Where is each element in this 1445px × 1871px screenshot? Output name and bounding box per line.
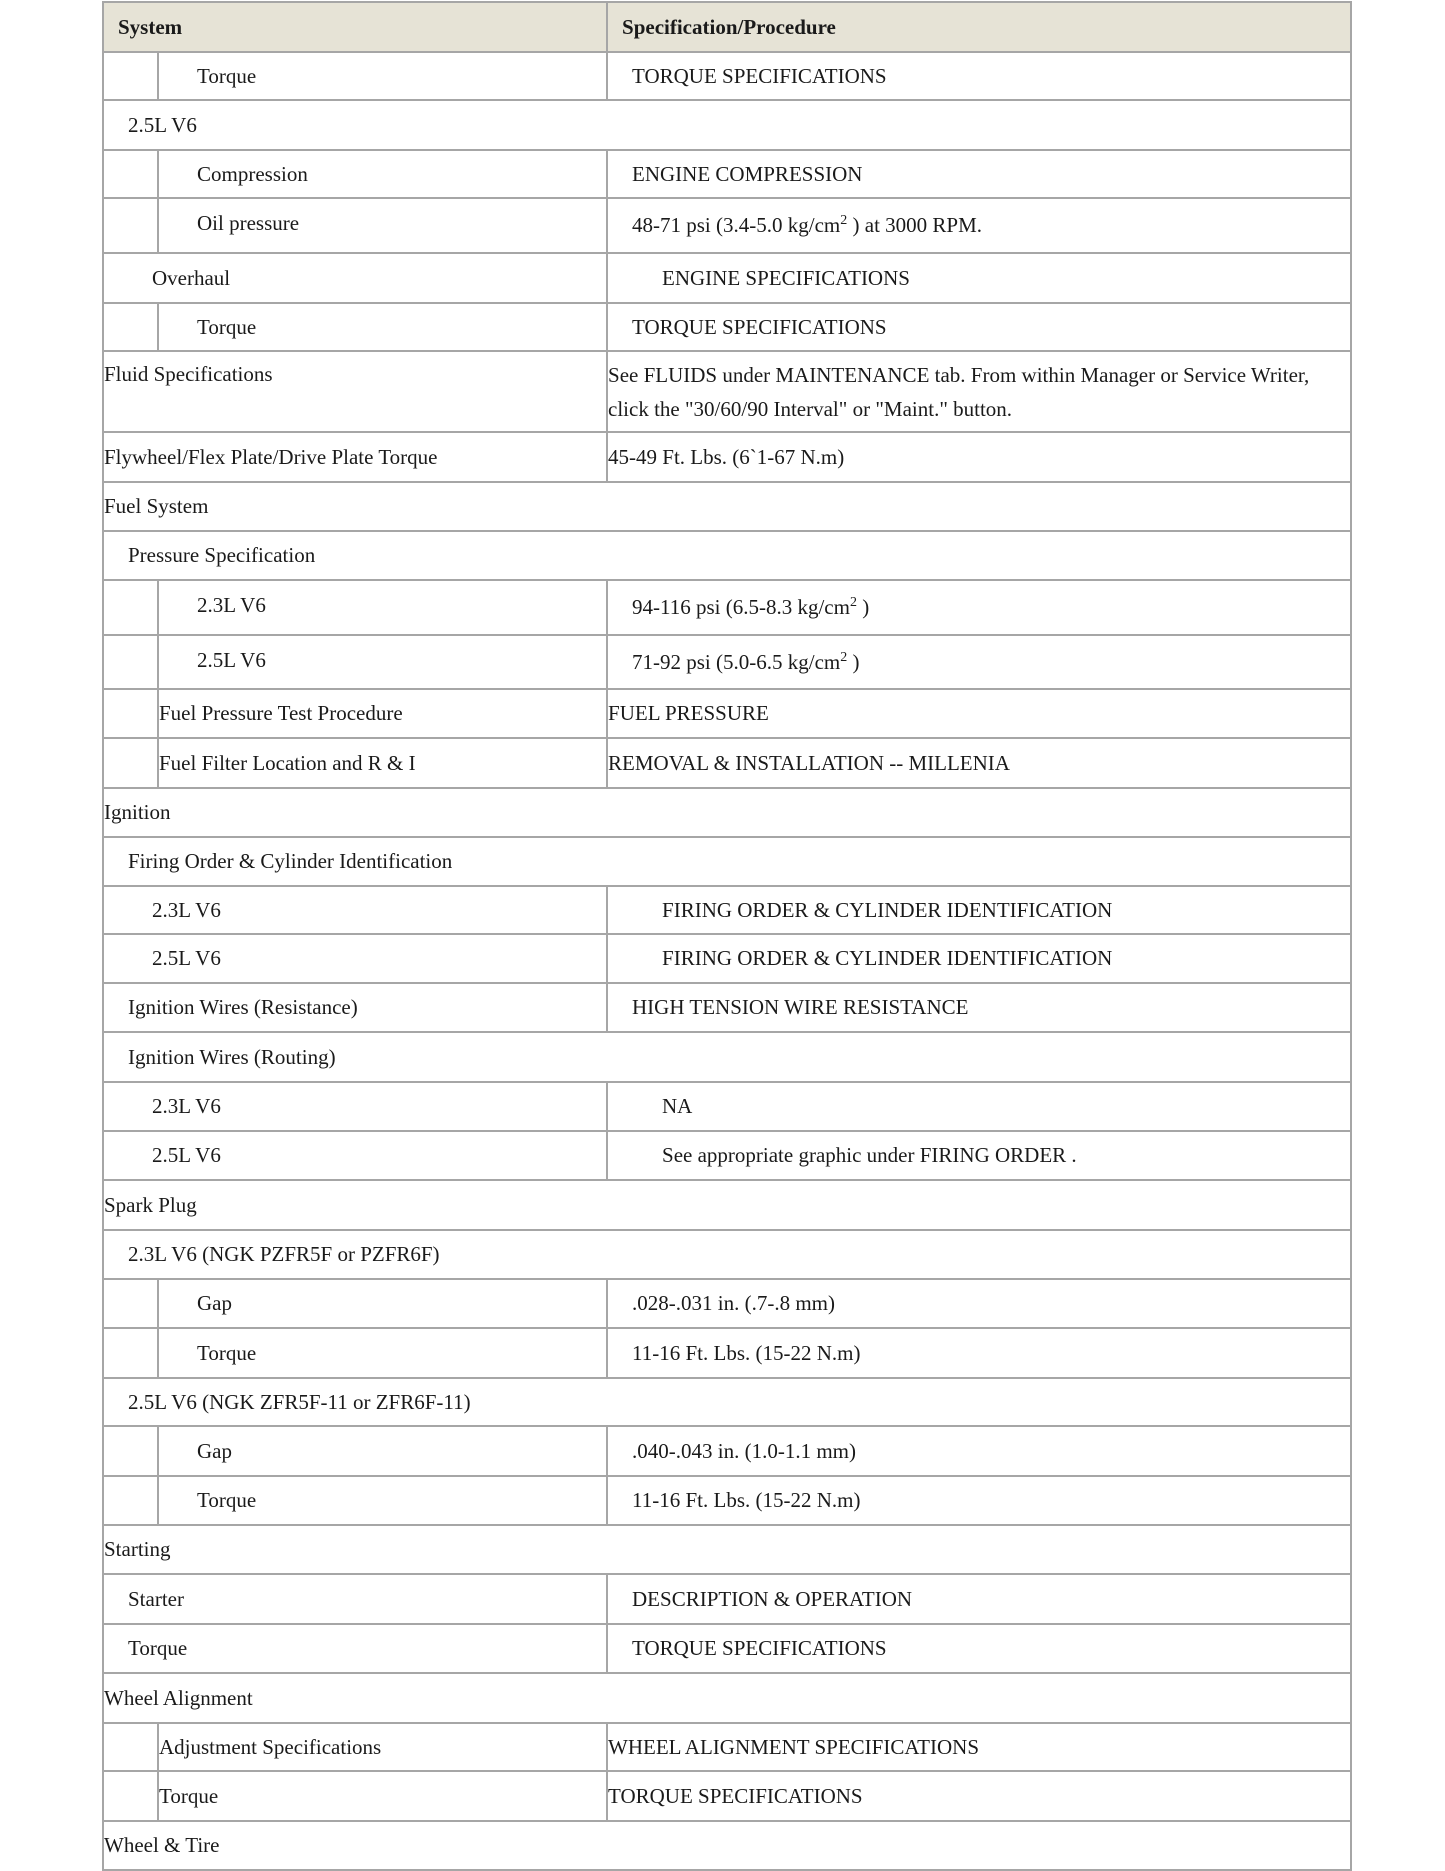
indent-cell bbox=[103, 303, 158, 351]
spec-cell bbox=[607, 635, 1351, 689]
table-row bbox=[103, 482, 1351, 531]
spec-value: 11-16 Ft. Lbs. (15-22 N.m) bbox=[632, 1340, 861, 1365]
spec-value: 11-16 Ft. Lbs. (15-22 N.m) bbox=[632, 1488, 861, 1512]
system-cell bbox=[158, 738, 607, 788]
system-cell bbox=[158, 303, 607, 351]
section-label: Ignition bbox=[104, 800, 171, 824]
table-row bbox=[103, 1032, 1351, 1082]
table-row bbox=[103, 983, 1351, 1032]
table-row bbox=[103, 689, 1351, 738]
table-row bbox=[103, 432, 1351, 482]
system-label: Torque bbox=[197, 63, 257, 88]
system-cell bbox=[103, 1082, 607, 1131]
spec-link[interactable]: FIRING ORDER & CYLINDER IDENTIFICATION bbox=[662, 946, 1113, 970]
spec-value: .040-.043 in. (1.0-1.1 mm) bbox=[632, 1438, 856, 1463]
table-row bbox=[103, 1378, 1351, 1426]
system-cell bbox=[103, 351, 607, 432]
system-cell bbox=[158, 689, 607, 738]
spec-cell bbox=[607, 1624, 1351, 1673]
spec-link[interactable]: FUEL PRESSURE bbox=[608, 701, 769, 725]
table-row bbox=[103, 52, 1351, 100]
section-cell bbox=[103, 1525, 1351, 1574]
indent-cell bbox=[103, 635, 158, 689]
table-row bbox=[103, 1574, 1351, 1624]
table-row bbox=[103, 253, 1351, 303]
table-row bbox=[103, 303, 1351, 351]
spec-cell bbox=[607, 1279, 1351, 1328]
system-cell bbox=[158, 635, 607, 689]
spec-value: 71-92 psi (5.0-6.5 kg/cm bbox=[632, 649, 841, 674]
spec-cell bbox=[607, 150, 1351, 198]
system-cell bbox=[103, 1574, 607, 1624]
system-cell bbox=[103, 886, 607, 934]
section-cell bbox=[103, 788, 1351, 837]
table-row bbox=[103, 837, 1351, 886]
superscript: 2 bbox=[840, 649, 848, 665]
indent-cell bbox=[103, 52, 158, 100]
table-row bbox=[103, 1082, 1351, 1131]
spec-value: NA bbox=[662, 1094, 693, 1118]
spec-value: See FLUIDS under MAINTENANCE tab. From within Manager or Service Writer, click the "30/60/90 Interval" or "Maint." button. bbox=[608, 362, 1310, 421]
system-cell bbox=[103, 432, 607, 482]
system-cell bbox=[103, 934, 607, 983]
system-cell bbox=[158, 1476, 607, 1525]
table-row bbox=[103, 1723, 1351, 1771]
table-row bbox=[103, 1180, 1351, 1230]
section-cell bbox=[103, 100, 1351, 150]
table-row bbox=[103, 1230, 1351, 1279]
spec-cell bbox=[607, 1574, 1351, 1624]
spec-cell bbox=[607, 1082, 1351, 1131]
system-label: Fluid Specifications bbox=[104, 362, 273, 386]
table-row bbox=[103, 1328, 1351, 1378]
indent-cell bbox=[103, 738, 158, 788]
table-row bbox=[103, 635, 1351, 689]
superscript: 2 bbox=[849, 595, 857, 610]
spec-cell bbox=[607, 1328, 1351, 1378]
table-row bbox=[103, 1426, 1351, 1476]
system-cell bbox=[103, 1131, 607, 1180]
section-cell bbox=[103, 837, 1351, 886]
specification-table bbox=[102, 1, 1352, 1871]
table-row bbox=[103, 150, 1351, 198]
system-label: Fuel Pressure Test Procedure bbox=[159, 701, 403, 725]
indent-cell bbox=[103, 580, 158, 635]
spec-value-suffix: ) at 3000 RPM. bbox=[847, 213, 983, 237]
system-label: 2.5L V6 bbox=[152, 946, 221, 970]
section-cell bbox=[103, 531, 1351, 580]
table-row bbox=[103, 1476, 1351, 1525]
spec-cell bbox=[607, 1771, 1351, 1821]
table-row bbox=[103, 738, 1351, 788]
spec-cell bbox=[607, 689, 1351, 738]
indent-cell bbox=[103, 1279, 158, 1328]
system-label: Torque bbox=[159, 1783, 219, 1808]
spec-link[interactable]: TORQUE SPECIFICATIONS bbox=[632, 63, 887, 88]
table-row bbox=[103, 1279, 1351, 1328]
spec-link[interactable]: WHEEL ALIGNMENT SPECIFICATIONS bbox=[608, 1734, 980, 1759]
system-label: Torque bbox=[197, 314, 257, 339]
spec-cell bbox=[607, 198, 1351, 253]
indent-cell bbox=[103, 1476, 158, 1525]
system-label: 2.3L V6 bbox=[197, 593, 266, 617]
spec-value: See appropriate graphic under FIRING ORDER . bbox=[662, 1143, 1077, 1167]
system-cell bbox=[103, 983, 607, 1032]
section-label: Firing Order & Cylinder Identification bbox=[128, 849, 453, 873]
indent-cell bbox=[103, 198, 158, 253]
spec-cell bbox=[607, 738, 1351, 788]
table-row bbox=[103, 1673, 1351, 1723]
spec-cell bbox=[607, 1426, 1351, 1476]
system-label: Torque bbox=[128, 1636, 188, 1660]
table-header-row bbox=[103, 2, 1351, 52]
superscript: 2 bbox=[840, 213, 848, 228]
section-label: Spark Plug bbox=[104, 1192, 197, 1217]
indent-cell bbox=[103, 1328, 158, 1378]
spec-cell bbox=[607, 1476, 1351, 1525]
spec-link[interactable]: HIGH TENSION WIRE RESISTANCE bbox=[632, 995, 969, 1019]
spec-link[interactable]: ENGINE SPECIFICATIONS bbox=[662, 265, 910, 290]
spec-cell bbox=[607, 432, 1351, 482]
system-cell bbox=[158, 52, 607, 100]
spec-cell bbox=[607, 1131, 1351, 1180]
table-row bbox=[103, 100, 1351, 150]
spec-cell bbox=[607, 1723, 1351, 1771]
system-cell bbox=[103, 1624, 607, 1673]
system-label: Ignition Wires (Resistance) bbox=[128, 995, 358, 1019]
indent-cell bbox=[103, 150, 158, 198]
spec-link[interactable]: ENGINE COMPRESSION bbox=[632, 161, 863, 186]
system-label: 2.5L V6 bbox=[197, 648, 266, 672]
system-label: 2.3L V6 bbox=[152, 897, 221, 922]
system-label: Flywheel/Flex Plate/Drive Plate Torque bbox=[104, 444, 438, 469]
table-row bbox=[103, 886, 1351, 934]
table-row bbox=[103, 1131, 1351, 1180]
system-cell bbox=[158, 1771, 607, 1821]
spec-value-suffix: ) bbox=[856, 595, 870, 619]
spec-cell bbox=[607, 983, 1351, 1032]
spec-value: 94-116 psi (6.5-8.3 kg/cm bbox=[632, 595, 850, 619]
header-specification: Specification/Procedure bbox=[607, 2, 1351, 52]
system-label: Gap bbox=[197, 1438, 232, 1463]
section-cell bbox=[103, 1378, 1351, 1426]
system-cell bbox=[158, 580, 607, 635]
section-label: 2.5L V6 bbox=[128, 112, 197, 137]
system-label: 2.5L V6 bbox=[152, 1143, 221, 1167]
system-cell bbox=[158, 1723, 607, 1771]
section-label: 2.3L V6 (NGK PZFR5F or PZFR6F) bbox=[128, 1242, 440, 1266]
section-label: Ignition Wires (Routing) bbox=[128, 1044, 336, 1069]
system-label: Adjustment Specifications bbox=[159, 1734, 382, 1759]
system-label: Torque bbox=[197, 1340, 257, 1365]
system-cell bbox=[158, 1279, 607, 1328]
section-label: Pressure Specification bbox=[128, 543, 316, 567]
table-row bbox=[103, 351, 1351, 432]
spec-cell bbox=[607, 886, 1351, 934]
section-cell bbox=[103, 482, 1351, 531]
table-row bbox=[103, 198, 1351, 253]
indent-cell bbox=[103, 1426, 158, 1476]
table-row bbox=[103, 1525, 1351, 1574]
system-cell bbox=[158, 1426, 607, 1476]
section-label: 2.5L V6 (NGK ZFR5F-11 or ZFR6F-11) bbox=[128, 1389, 471, 1414]
system-label: Gap bbox=[197, 1291, 232, 1315]
system-label: Oil pressure bbox=[197, 211, 300, 235]
system-label: Fuel Filter Location and R & I bbox=[159, 750, 416, 775]
section-label: Fuel System bbox=[104, 494, 209, 518]
spec-link[interactable]: TORQUE SPECIFICATIONS bbox=[632, 314, 887, 339]
indent-cell bbox=[103, 689, 158, 738]
section-label: Starting bbox=[104, 1537, 171, 1561]
header-system: System bbox=[103, 2, 607, 52]
spec-cell bbox=[607, 934, 1351, 983]
table-row bbox=[103, 531, 1351, 580]
spec-value: 45-49 Ft. Lbs. (6`1-67 N.m) bbox=[608, 444, 845, 469]
table-row bbox=[103, 934, 1351, 983]
system-label: Torque bbox=[197, 1488, 257, 1512]
table-row bbox=[103, 1821, 1351, 1870]
spec-value: .028-.031 in. (.7-.8 mm) bbox=[632, 1291, 835, 1315]
spec-link[interactable]: TORQUE SPECIFICATIONS bbox=[608, 1783, 863, 1808]
system-label: Starter bbox=[128, 1586, 184, 1611]
table-row bbox=[103, 580, 1351, 635]
system-cell bbox=[103, 253, 607, 303]
spec-cell bbox=[607, 351, 1351, 432]
spec-link[interactable]: REMOVAL & INSTALLATION -- MILLENIA bbox=[608, 750, 1010, 775]
system-label: 2.3L V6 bbox=[152, 1094, 221, 1118]
spec-link[interactable]: DESCRIPTION & OPERATION bbox=[632, 1586, 913, 1611]
section-cell bbox=[103, 1673, 1351, 1723]
section-label: Wheel & Tire bbox=[104, 1833, 220, 1857]
spec-link[interactable]: FIRING ORDER & CYLINDER IDENTIFICATION bbox=[662, 897, 1113, 922]
table-row bbox=[103, 788, 1351, 837]
spec-cell bbox=[607, 253, 1351, 303]
section-cell bbox=[103, 1230, 1351, 1279]
table-row bbox=[103, 1771, 1351, 1821]
section-cell bbox=[103, 1180, 1351, 1230]
spec-value: 48-71 psi (3.4-5.0 kg/cm bbox=[632, 213, 841, 237]
table-row bbox=[103, 1624, 1351, 1673]
system-cell bbox=[158, 1328, 607, 1378]
indent-cell bbox=[103, 1723, 158, 1771]
section-cell bbox=[103, 1032, 1351, 1082]
section-label: Wheel Alignment bbox=[104, 1685, 253, 1710]
indent-cell bbox=[103, 1771, 158, 1821]
spec-cell bbox=[607, 303, 1351, 351]
section-cell bbox=[103, 1821, 1351, 1870]
system-label: Compression bbox=[197, 161, 308, 186]
spec-cell bbox=[607, 52, 1351, 100]
system-cell bbox=[158, 150, 607, 198]
spec-link[interactable]: TORQUE SPECIFICATIONS bbox=[632, 1636, 887, 1660]
system-label: Overhaul bbox=[152, 265, 231, 290]
spec-value-suffix: ) bbox=[847, 649, 860, 674]
system-cell bbox=[158, 198, 607, 253]
spec-cell bbox=[607, 580, 1351, 635]
